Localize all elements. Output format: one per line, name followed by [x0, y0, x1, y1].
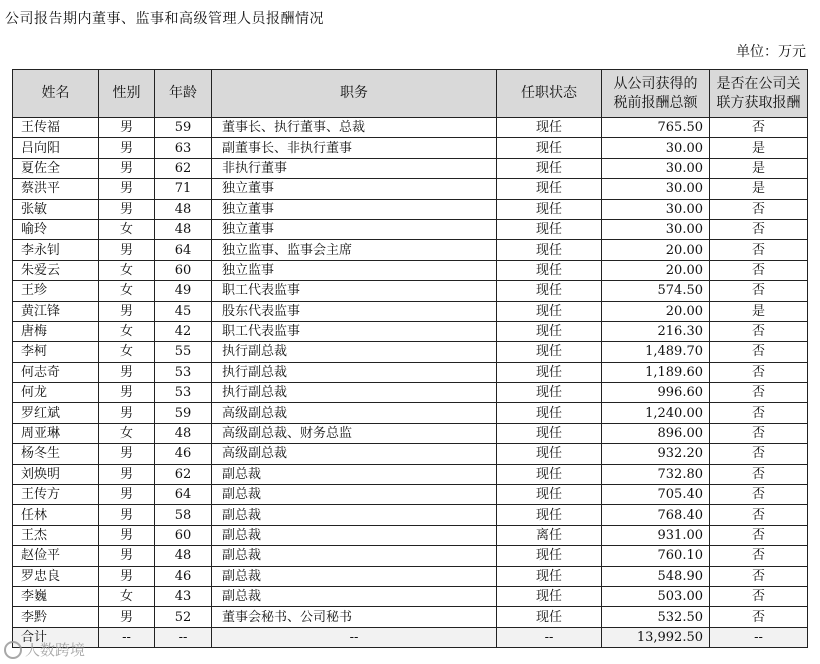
table-body — [13, 118, 808, 648]
cell-related: 否 — [710, 383, 808, 403]
cell-age: 42 — [155, 321, 212, 341]
cell-name: 王珍 — [13, 281, 99, 301]
cell-name: 李黔 — [13, 607, 99, 627]
table-row — [13, 260, 808, 280]
cell-age: 48 — [155, 546, 212, 566]
cell-position: 副董事长、非执行董事 — [212, 138, 497, 158]
cell-related: 否 — [710, 281, 808, 301]
cell-related: 否 — [710, 260, 808, 280]
cell-gender: 男 — [99, 505, 155, 525]
cell-pay: 30.00 — [602, 199, 710, 219]
watermark — [4, 639, 85, 660]
cell-status: 现任 — [497, 321, 602, 341]
cell-age: 62 — [155, 158, 212, 178]
table-row — [13, 321, 808, 341]
watermark-logo-icon — [4, 641, 22, 659]
table-row — [13, 362, 808, 382]
cell-name: 周亚琳 — [13, 423, 99, 443]
cell-gender: 女 — [99, 321, 155, 341]
cell-related: 是 — [710, 158, 808, 178]
cell-pay: 574.50 — [602, 281, 710, 301]
table-row — [13, 485, 808, 505]
header-age: 年龄 — [155, 70, 212, 118]
header-pay — [602, 70, 710, 118]
cell-pay: 30.00 — [602, 179, 710, 199]
cell-name: 张敏 — [13, 199, 99, 219]
cell-name: 王传福 — [13, 118, 99, 138]
cell-related: 否 — [710, 546, 808, 566]
cell-position: 高级副总裁 — [212, 403, 497, 423]
cell-position: 独立监事 — [212, 260, 497, 280]
cell-name: 王传方 — [13, 485, 99, 505]
cell-gender: 男 — [99, 403, 155, 423]
table-header-row — [13, 70, 808, 118]
cell-related: 否 — [710, 485, 808, 505]
cell-position: 高级副总裁 — [212, 444, 497, 464]
total-row — [13, 627, 808, 647]
cell-name: 何志奇 — [13, 362, 99, 382]
cell-position: 股东代表监事 — [212, 301, 497, 321]
cell-status: 现任 — [497, 423, 602, 443]
cell-age: 45 — [155, 301, 212, 321]
cell-status: 现任 — [497, 138, 602, 158]
cell-gender: 男 — [99, 179, 155, 199]
cell-pay: 768.40 — [602, 505, 710, 525]
cell-age: 64 — [155, 240, 212, 260]
cell-position: 职工代表监事 — [212, 321, 497, 341]
cell-age: 46 — [155, 566, 212, 586]
table-row — [13, 179, 808, 199]
cell-status: 现任 — [497, 546, 602, 566]
cell-related: 是 — [710, 138, 808, 158]
cell-gender: 女 — [99, 219, 155, 239]
cell-related: 否 — [710, 423, 808, 443]
cell-position: 副总裁 — [212, 464, 497, 484]
table-row — [13, 566, 808, 586]
cell-gender: 男 — [99, 240, 155, 260]
cell-related: 是 — [710, 301, 808, 321]
cell-related: 否 — [710, 607, 808, 627]
table-row — [13, 423, 808, 443]
cell-pay: 503.00 — [602, 586, 710, 606]
cell-status: 现任 — [497, 158, 602, 178]
cell-age: 46 — [155, 444, 212, 464]
cell-position: 副总裁 — [212, 505, 497, 525]
table-row — [13, 240, 808, 260]
table-row — [13, 505, 808, 525]
table-row — [13, 281, 808, 301]
total-pay: 13,992.50 — [602, 627, 710, 647]
compensation-table — [12, 69, 808, 648]
cell-position: 高级副总裁、财务总监 — [212, 423, 497, 443]
cell-age: 62 — [155, 464, 212, 484]
total-related: -- — [710, 627, 808, 647]
cell-age: 49 — [155, 281, 212, 301]
cell-name: 罗红斌 — [13, 403, 99, 423]
cell-pay: 765.50 — [602, 118, 710, 138]
cell-pay: 1,240.00 — [602, 403, 710, 423]
cell-status: 现任 — [497, 199, 602, 219]
cell-position: 独立董事 — [212, 199, 497, 219]
cell-position: 副总裁 — [212, 546, 497, 566]
cell-status: 现任 — [497, 566, 602, 586]
cell-related: 否 — [710, 505, 808, 525]
cell-name: 黄江锋 — [13, 301, 99, 321]
cell-gender: 男 — [99, 525, 155, 545]
cell-age: 60 — [155, 260, 212, 280]
cell-position: 非执行董事 — [212, 158, 497, 178]
cell-position: 副总裁 — [212, 566, 497, 586]
cell-related: 否 — [710, 444, 808, 464]
cell-status: 现任 — [497, 240, 602, 260]
cell-gender: 男 — [99, 546, 155, 566]
cell-name: 喻玲 — [13, 219, 99, 239]
cell-age: 58 — [155, 505, 212, 525]
cell-age: 52 — [155, 607, 212, 627]
cell-related: 否 — [710, 403, 808, 423]
header-name: 姓名 — [13, 70, 99, 118]
cell-gender: 男 — [99, 362, 155, 382]
unit-label: 单位：万元 — [736, 44, 806, 60]
cell-position: 执行副总裁 — [212, 362, 497, 382]
cell-age: 53 — [155, 362, 212, 382]
cell-pay: 216.30 — [602, 321, 710, 341]
cell-status: 现任 — [497, 607, 602, 627]
cell-age: 48 — [155, 199, 212, 219]
table-row — [13, 607, 808, 627]
cell-position: 独立监事、监事会主席 — [212, 240, 497, 260]
cell-gender: 女 — [99, 281, 155, 301]
cell-gender: 男 — [99, 444, 155, 464]
cell-gender: 男 — [99, 566, 155, 586]
total-age: -- — [155, 627, 212, 647]
cell-related: 否 — [710, 525, 808, 545]
cell-position: 独立董事 — [212, 219, 497, 239]
cell-age: 59 — [155, 403, 212, 423]
header-related — [710, 70, 808, 118]
cell-gender: 女 — [99, 423, 155, 443]
cell-gender: 女 — [99, 342, 155, 362]
cell-status: 现任 — [497, 444, 602, 464]
cell-name: 李巍 — [13, 586, 99, 606]
cell-related: 否 — [710, 118, 808, 138]
cell-age: 63 — [155, 138, 212, 158]
cell-gender: 男 — [99, 485, 155, 505]
cell-position: 董事长、执行董事、总裁 — [212, 118, 497, 138]
cell-status: 现任 — [497, 118, 602, 138]
cell-related: 否 — [710, 219, 808, 239]
cell-gender: 男 — [99, 464, 155, 484]
cell-pay: 732.80 — [602, 464, 710, 484]
header-pay-line1: 从公司获得的 — [613, 75, 698, 92]
cell-position: 独立董事 — [212, 179, 497, 199]
cell-status: 现任 — [497, 301, 602, 321]
total-position: -- — [212, 627, 497, 647]
cell-pay: 705.40 — [602, 485, 710, 505]
cell-name: 罗忠良 — [13, 566, 99, 586]
header-related-line1: 是否在公司关 — [716, 75, 801, 92]
cell-related: 否 — [710, 586, 808, 606]
cell-pay: 20.00 — [602, 240, 710, 260]
header-position: 职务 — [212, 70, 497, 118]
cell-name: 刘焕明 — [13, 464, 99, 484]
cell-status: 现任 — [497, 383, 602, 403]
cell-name: 杨冬生 — [13, 444, 99, 464]
cell-pay: 30.00 — [602, 158, 710, 178]
cell-age: 53 — [155, 383, 212, 403]
cell-related: 否 — [710, 566, 808, 586]
cell-position: 执行副总裁 — [212, 383, 497, 403]
cell-related: 否 — [710, 240, 808, 260]
cell-gender: 女 — [99, 260, 155, 280]
cell-status: 现任 — [497, 342, 602, 362]
cell-position: 执行副总裁 — [212, 342, 497, 362]
cell-age: 48 — [155, 423, 212, 443]
cell-position: 副总裁 — [212, 485, 497, 505]
cell-pay: 760.10 — [602, 546, 710, 566]
cell-position: 职工代表监事 — [212, 281, 497, 301]
cell-status: 现任 — [497, 485, 602, 505]
table-row — [13, 199, 808, 219]
table-row — [13, 342, 808, 362]
cell-name: 朱爱云 — [13, 260, 99, 280]
cell-pay: 1,489.70 — [602, 342, 710, 362]
table-row — [13, 138, 808, 158]
watermark-text: 人数跨境 — [25, 641, 86, 659]
header-related-line2: 联方获取报酬 — [716, 94, 801, 111]
cell-related: 否 — [710, 199, 808, 219]
cell-status: 现任 — [497, 179, 602, 199]
cell-pay: 20.00 — [602, 301, 710, 321]
table-row — [13, 383, 808, 403]
cell-name: 唐梅 — [13, 321, 99, 341]
table-row — [13, 158, 808, 178]
cell-related: 否 — [710, 464, 808, 484]
cell-name: 夏佐全 — [13, 158, 99, 178]
cell-age: 59 — [155, 118, 212, 138]
cell-age: 60 — [155, 525, 212, 545]
cell-gender: 女 — [99, 586, 155, 606]
total-gender: -- — [99, 627, 155, 647]
cell-gender: 男 — [99, 301, 155, 321]
cell-pay: 548.90 — [602, 566, 710, 586]
cell-status: 现任 — [497, 586, 602, 606]
cell-pay: 30.00 — [602, 219, 710, 239]
cell-related: 否 — [710, 362, 808, 382]
cell-name: 蔡洪平 — [13, 179, 99, 199]
cell-name: 赵俭平 — [13, 546, 99, 566]
cell-related: 是 — [710, 179, 808, 199]
table-row — [13, 118, 808, 138]
table-row — [13, 464, 808, 484]
cell-status: 现任 — [497, 260, 602, 280]
cell-position: 副总裁 — [212, 525, 497, 545]
cell-pay: 532.50 — [602, 607, 710, 627]
cell-gender: 男 — [99, 607, 155, 627]
table-row — [13, 403, 808, 423]
cell-pay: 1,189.60 — [602, 362, 710, 382]
total-status: -- — [497, 627, 602, 647]
cell-gender: 男 — [99, 118, 155, 138]
cell-status: 离任 — [497, 525, 602, 545]
cell-status: 现任 — [497, 281, 602, 301]
cell-status: 现任 — [497, 362, 602, 382]
cell-name: 李永钊 — [13, 240, 99, 260]
header-pay-line2: 税前报酬总额 — [613, 94, 698, 111]
cell-name: 任林 — [13, 505, 99, 525]
cell-related: 否 — [710, 342, 808, 362]
header-status: 任职状态 — [497, 70, 602, 118]
cell-age: 43 — [155, 586, 212, 606]
cell-status: 现任 — [497, 403, 602, 423]
cell-name: 王杰 — [13, 525, 99, 545]
cell-gender: 男 — [99, 158, 155, 178]
table-row — [13, 546, 808, 566]
page-title: 公司报告期内董事、监事和高级管理人员报酬情况 — [5, 11, 324, 27]
cell-age: 48 — [155, 219, 212, 239]
cell-age: 64 — [155, 485, 212, 505]
table-row — [13, 586, 808, 606]
cell-pay: 896.00 — [602, 423, 710, 443]
cell-pay: 931.00 — [602, 525, 710, 545]
cell-name: 李柯 — [13, 342, 99, 362]
cell-status: 现任 — [497, 219, 602, 239]
header-gender: 性别 — [99, 70, 155, 118]
total-name: 合计 — [13, 627, 99, 647]
cell-name: 吕向阳 — [13, 138, 99, 158]
cell-gender: 男 — [99, 383, 155, 403]
cell-status: 现任 — [497, 464, 602, 484]
cell-related: 否 — [710, 321, 808, 341]
table-row — [13, 444, 808, 464]
cell-name: 何龙 — [13, 383, 99, 403]
cell-pay: 996.60 — [602, 383, 710, 403]
cell-pay: 20.00 — [602, 260, 710, 280]
cell-pay: 30.00 — [602, 138, 710, 158]
cell-gender: 男 — [99, 199, 155, 219]
cell-gender: 男 — [99, 138, 155, 158]
table-row — [13, 219, 808, 239]
cell-position: 董事会秘书、公司秘书 — [212, 607, 497, 627]
cell-pay: 932.20 — [602, 444, 710, 464]
cell-status: 现任 — [497, 505, 602, 525]
cell-position: 副总裁 — [212, 586, 497, 606]
cell-age: 71 — [155, 179, 212, 199]
table-row — [13, 525, 808, 545]
cell-age: 55 — [155, 342, 212, 362]
table-row — [13, 301, 808, 321]
